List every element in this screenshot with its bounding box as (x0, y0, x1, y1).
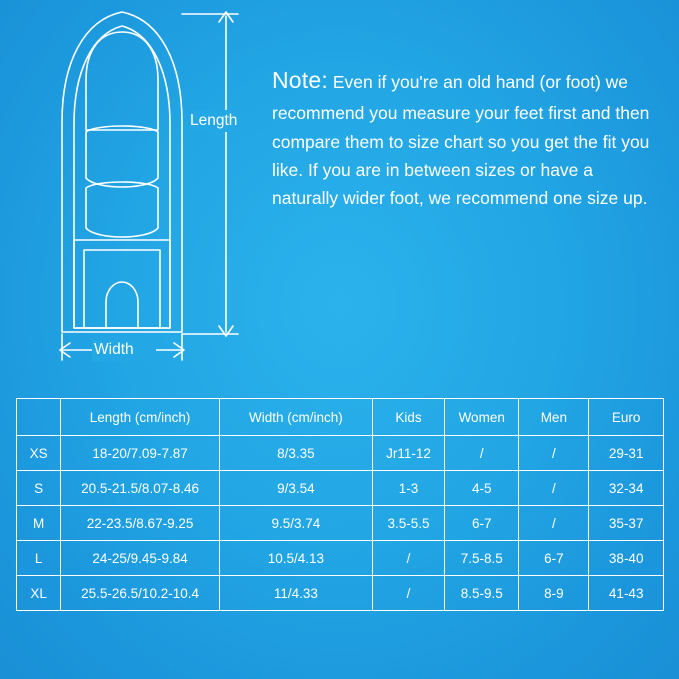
cell-width: 8/3.35 (219, 436, 372, 471)
cell-length: 20.5-21.5/8.07-8.46 (61, 471, 220, 506)
size-chart-table (16, 398, 664, 611)
table-row (17, 541, 664, 576)
cell-men: / (519, 506, 589, 541)
cell-kids: / (372, 576, 444, 611)
header-cell-size (17, 399, 61, 436)
cell-women: 7.5-8.5 (445, 541, 519, 576)
cell-women: / (445, 436, 519, 471)
note-label: Note: (272, 67, 328, 93)
cell-size: XL (17, 576, 61, 611)
cell-kids: / (372, 541, 444, 576)
cell-size: L (17, 541, 61, 576)
cell-kids: 3.5-5.5 (372, 506, 444, 541)
size-chart-table-wrapper (16, 398, 664, 611)
cell-euro: 41-43 (589, 576, 664, 611)
cell-euro: 38-40 (589, 541, 664, 576)
cell-length: 18-20/7.09-7.87 (61, 436, 220, 471)
cell-men: 8-9 (519, 576, 589, 611)
width-dimension-label: Width (94, 341, 134, 358)
header-cell-length: Length (cm/inch) (61, 399, 220, 436)
header-cell-width: Width (cm/inch) (219, 399, 372, 436)
header-cell-women: Women (445, 399, 519, 436)
cell-size: XS (17, 436, 61, 471)
header-cell-euro: Euro (589, 399, 664, 436)
cell-men: 6-7 (519, 541, 589, 576)
length-dimension-label: Length (190, 112, 238, 129)
cell-women: 6-7 (445, 506, 519, 541)
table-header-row (17, 399, 664, 436)
cell-width: 10.5/4.13 (219, 541, 372, 576)
cell-men: / (519, 436, 589, 471)
cell-length: 24-25/9.45-9.84 (61, 541, 220, 576)
header-cell-men: Men (519, 399, 589, 436)
table-row (17, 576, 664, 611)
cell-length: 22-23.5/8.67-9.25 (61, 506, 220, 541)
table-row (17, 506, 664, 541)
header-cell-kids: Kids (372, 399, 444, 436)
cell-euro: 35-37 (589, 506, 664, 541)
cell-size: S (17, 471, 61, 506)
note-text: Even if you're an old hand (or foot) we recommend you measure your feet first and then compare them to size chart so you get the fit you like. If you are in between sizes or have a naturally wider foot, we recommend one size up. (272, 72, 650, 209)
cell-size: M (17, 506, 61, 541)
cell-euro: 29-31 (589, 436, 664, 471)
swim-fin-diagram (14, 2, 264, 372)
cell-kids: 1-3 (372, 471, 444, 506)
cell-euro: 32-34 (589, 471, 664, 506)
cell-men: / (519, 471, 589, 506)
cell-width: 9/3.54 (219, 471, 372, 506)
table-row (17, 436, 664, 471)
table-row (17, 471, 664, 506)
cell-kids: Jr11-12 (372, 436, 444, 471)
cell-length: 25.5-26.5/10.2-10.4 (61, 576, 220, 611)
cell-women: 8.5-9.5 (445, 576, 519, 611)
cell-women: 4-5 (445, 471, 519, 506)
cell-width: 11/4.33 (219, 576, 372, 611)
note-paragraph (272, 62, 660, 213)
cell-width: 9.5/3.74 (219, 506, 372, 541)
